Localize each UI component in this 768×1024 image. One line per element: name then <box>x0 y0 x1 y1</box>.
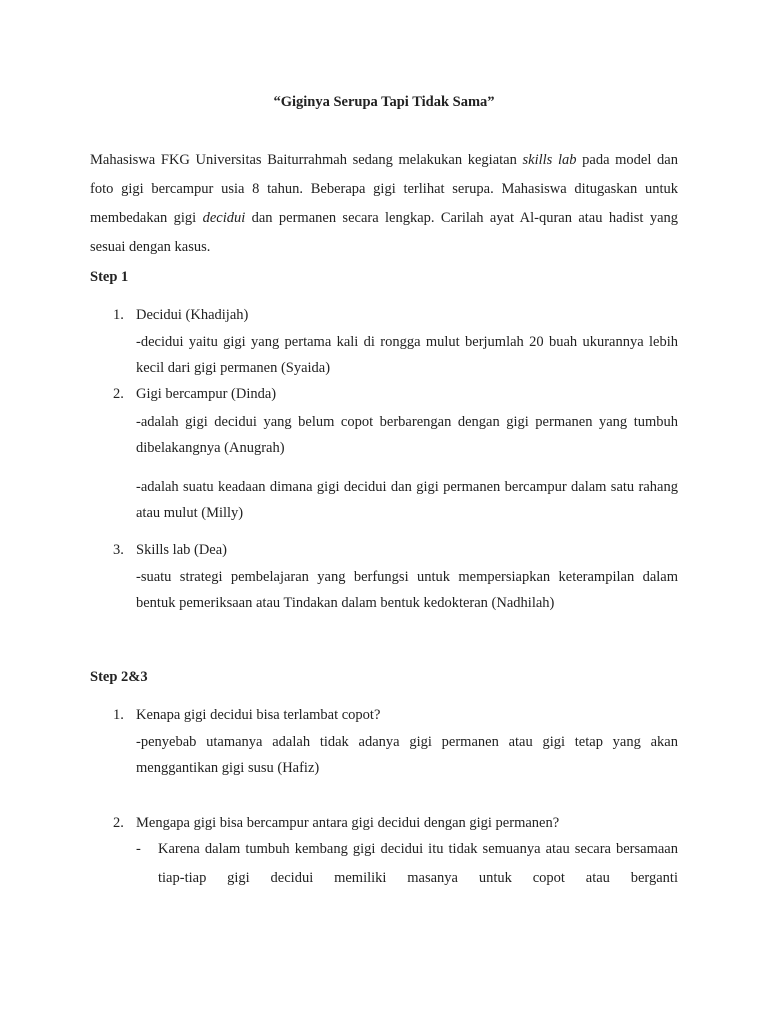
intro-text-3: dan permanen secara lengkap. Carilah ayat Al-quran atau hadist yang sesuai dengan kasus. <box>90 210 679 255</box>
bullet-dash: - <box>136 841 141 857</box>
item-question: Mengapa gigi bisa bercampur antara gigi decidui dengan gigi permanen? <box>136 815 560 831</box>
document-title: “Giginya Serupa Tapi Tidak Sama” <box>273 94 495 110</box>
item-number: 2. <box>113 386 124 402</box>
step1-item-2-answer-2: -adalah suatu keadaan dimana gigi decidui dan gigi permanen bercampur dalam satu rahang atau mulut (Milly) <box>136 479 678 521</box>
item-number: 2. <box>113 815 124 831</box>
intro-text-2: pada model dan foto gigi bercampur usia 8 tahun. Beberapa gigi terlihat serupa. Mahasiswa ditugaskan untuk membedakan gigi <box>90 152 678 226</box>
step23-item-1-answer: -penyebab utamanya adalah tidak adanya gigi permanen atau gigi tetap yang akan menggantikan gigi susu (Hafiz) <box>136 734 678 776</box>
item-term: Decidui (Khadijah) <box>136 307 249 323</box>
item-number: 3. <box>113 542 124 558</box>
item-number: 1. <box>113 707 124 723</box>
item-term: Skills lab (Dea) <box>136 542 228 558</box>
intro-paragraph <box>90 146 678 262</box>
step1-item-2-answer-1: -adalah gigi decidui yang belum copot berbarengan dengan gigi permanen yang tumbuh dibelakangnya (Anugrah) <box>136 414 678 456</box>
item-question: Kenapa gigi decidui bisa terlambat copot? <box>136 707 381 723</box>
step23-heading: Step 2&3 <box>90 669 148 685</box>
step23-item-2-answer: Karena dalam tumbuh kembang gigi decidui itu tidak semuanya atau secara bersamaan tiap-tiap gigi decidui memiliki masanya untuk copot atau berganti <box>158 841 678 886</box>
step1-heading: Step 1 <box>90 269 129 285</box>
step1-item-1-answer-1: -decidui yaitu gigi yang pertama kali di rongga mulut berjumlah 20 buah ukurannya lebih kecil dari gigi permanen (Syaida) <box>136 334 678 376</box>
step1-item-3-answer-1: -suatu strategi pembelajaran yang berfungsi untuk mempersiapkan keterampilan dalam bentuk pemeriksaan atau Tindakan dalam bentuk kedokteran (Nadhilah) <box>136 569 678 611</box>
item-term: Gigi bercampur (Dinda) <box>136 386 277 402</box>
intro-text-1: Mahasiswa FKG Universitas Baiturrahmah sedang melakukan kegiatan <box>90 152 523 168</box>
intro-emphasis-skills-lab: skills lab <box>522 152 577 168</box>
item-number: 1. <box>113 307 124 323</box>
intro-emphasis-decidui: decidui <box>202 210 246 226</box>
